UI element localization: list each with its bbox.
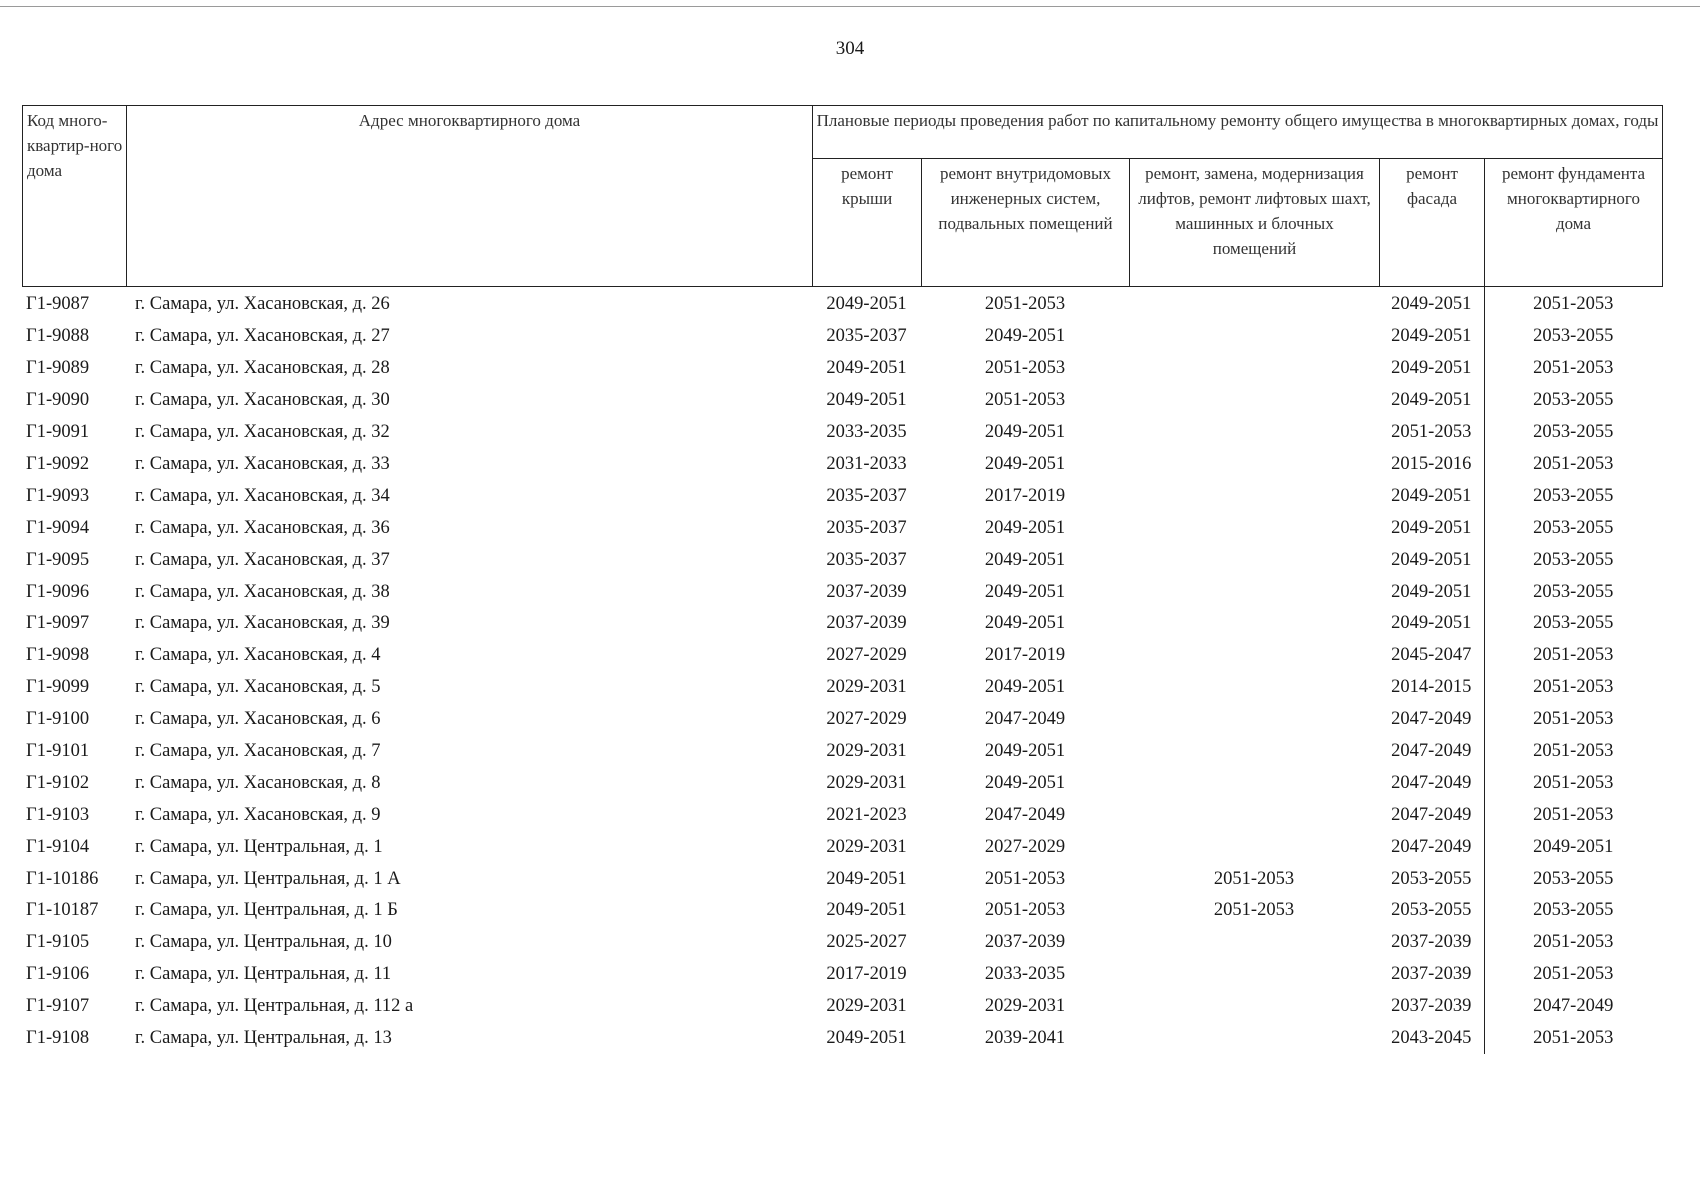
row-engineering-period: 2039-2041 (984, 1028, 1066, 1049)
row-facade-period: 2053-2055 (1391, 868, 1472, 889)
row-elevator-period (1129, 927, 1379, 959)
row-foundation-period: 2047-2049 (1484, 991, 1662, 1023)
row-roof-period: 2031-2033 (826, 454, 907, 474)
table-row (22, 608, 1662, 640)
table-row (22, 736, 1662, 768)
row-facade-period: 2049-2051 (1391, 485, 1472, 506)
row-address: г. Самара, ул. Центральная, д. 13 (135, 1028, 392, 1049)
table-row (22, 321, 1662, 353)
header-facade: ремонт фасада (1380, 158, 1485, 286)
row-address: г. Самара, ул. Хасановская, д. 30 (135, 390, 390, 411)
table-row (22, 385, 1662, 417)
row-engineering-period: 2051-2053 (984, 900, 1066, 921)
row-address: г. Самара, ул. Центральная, д. 10 (135, 932, 392, 953)
row-facade-period: 2037-2039 (1391, 932, 1472, 953)
row-engineering-period: 2049-2051 (984, 677, 1066, 698)
row-roof-period: 2029-2031 (826, 677, 907, 698)
table-row (22, 863, 1662, 895)
row-foundation-period: 2051-2053 (1484, 799, 1662, 831)
row-address: г. Самара, ул. Хасановская, д. 9 (135, 804, 381, 825)
row-code: Г1-9099 (26, 677, 90, 698)
row-elevator-period (1129, 704, 1379, 736)
row-foundation-period: 2053-2055 (1484, 576, 1662, 608)
row-foundation-period: 2051-2053 (1484, 959, 1662, 991)
row-engineering-period: 2049-2051 (984, 613, 1066, 634)
header-address: Адрес многоквартирного дома (127, 106, 813, 287)
row-elevator-period (1129, 449, 1379, 481)
row-elevator-period (1129, 959, 1379, 991)
row-roof-period: 2049-2051 (826, 868, 907, 889)
table-row (22, 480, 1662, 512)
row-code: Г1-9090 (26, 390, 90, 411)
row-engineering-period: 2051-2053 (984, 868, 1066, 889)
row-address: г. Самара, ул. Хасановская, д. 34 (135, 485, 390, 506)
row-code: Г1-9098 (26, 645, 90, 666)
row-facade-period: 2037-2039 (1391, 964, 1472, 985)
row-foundation-period: 2051-2053 (1484, 1023, 1662, 1055)
header-engineering: ремонт внутридомовых инженерных систем, подвальных помещений (922, 158, 1130, 286)
table-row (22, 927, 1662, 959)
row-code: Г1-9102 (26, 772, 90, 793)
row-elevator-period (1129, 480, 1379, 512)
row-elevator-period (1129, 321, 1379, 353)
row-roof-period: 2017-2019 (826, 964, 907, 985)
row-address: г. Самара, ул. Хасановская, д. 5 (135, 677, 381, 698)
row-address: г. Самара, ул. Хасановская, д. 8 (135, 772, 381, 793)
row-engineering-period: 2049-2051 (984, 741, 1066, 762)
row-code: Г1-9087 (26, 293, 90, 314)
row-code: Г1-9103 (26, 804, 90, 825)
row-foundation-period: 2053-2055 (1484, 321, 1662, 353)
row-facade-period: 2051-2053 (1391, 422, 1472, 443)
row-elevator-period: 2051-2053 (1213, 900, 1295, 921)
table-row (22, 959, 1662, 991)
row-elevator-period (1129, 385, 1379, 417)
row-foundation-period: 2051-2053 (1484, 736, 1662, 768)
row-elevator-period (1129, 799, 1379, 831)
table-row (22, 287, 1662, 321)
row-elevator-period (1129, 672, 1379, 704)
row-elevator-period (1129, 991, 1379, 1023)
header-roof: ремонт крыши (813, 158, 922, 286)
row-address: г. Самара, ул. Хасановская, д. 26 (135, 293, 390, 314)
row-roof-period: 2027-2029 (826, 709, 907, 730)
row-code: Г1-9101 (26, 741, 90, 762)
row-foundation-period: 2051-2053 (1484, 927, 1662, 959)
table-row (22, 799, 1662, 831)
row-foundation-period: 2051-2053 (1484, 767, 1662, 799)
row-address: г. Самара, ул. Хасановская, д. 28 (135, 358, 390, 379)
table-row (22, 991, 1662, 1023)
row-address: г. Самара, ул. Хасановская, д. 6 (135, 709, 381, 730)
row-foundation-period: 2053-2055 (1484, 480, 1662, 512)
table-row (22, 831, 1662, 863)
table-row (22, 544, 1662, 576)
row-elevator-period (1129, 640, 1379, 672)
row-foundation-period: 2051-2053 (1484, 287, 1662, 321)
scan-edge-line (0, 6, 1700, 7)
row-engineering-period: 2049-2051 (984, 517, 1066, 538)
row-roof-period: 2035-2037 (826, 485, 907, 506)
table-row (22, 672, 1662, 704)
row-facade-period: 2047-2049 (1391, 741, 1472, 762)
row-address: г. Самара, ул. Центральная, д. 1 (135, 836, 383, 857)
row-elevator-period (1129, 576, 1379, 608)
row-facade-period: 2047-2049 (1391, 804, 1472, 825)
row-code: Г1-9097 (26, 613, 90, 634)
row-engineering-period: 2051-2053 (984, 293, 1066, 314)
row-foundation-period: 2053-2055 (1484, 512, 1662, 544)
row-code: Г1-9089 (26, 358, 90, 379)
row-facade-period: 2047-2049 (1391, 836, 1472, 857)
row-engineering-period: 2051-2053 (984, 390, 1066, 411)
row-roof-period: 2029-2031 (826, 772, 907, 793)
row-address: г. Самара, ул. Центральная, д. 11 (135, 964, 392, 985)
table-row (22, 1023, 1662, 1055)
row-facade-period: 2045-2047 (1391, 645, 1472, 666)
row-engineering-period: 2049-2051 (984, 454, 1066, 474)
row-facade-period: 2015-2016 (1391, 454, 1472, 474)
row-elevator-period (1129, 831, 1379, 863)
row-facade-period: 2049-2051 (1391, 613, 1472, 634)
row-engineering-period: 2017-2019 (984, 645, 1066, 666)
row-facade-period: 2049-2051 (1391, 293, 1472, 314)
table-row (22, 576, 1662, 608)
row-code: Г1-10186 (26, 868, 99, 889)
row-code: Г1-9094 (26, 517, 90, 538)
row-elevator-period: 2051-2053 (1213, 868, 1295, 889)
row-foundation-period: 2051-2053 (1484, 672, 1662, 704)
row-engineering-period: 2049-2051 (984, 581, 1066, 602)
row-engineering-period: 2027-2029 (984, 836, 1066, 857)
row-facade-period: 2037-2039 (1391, 996, 1472, 1017)
table-row (22, 353, 1662, 385)
row-roof-period: 2037-2039 (826, 613, 907, 634)
row-foundation-period: 2051-2053 (1484, 449, 1662, 481)
row-code: Г1-9092 (26, 454, 90, 474)
header-foundation: ремонт фундамента многоквартирного дома (1485, 158, 1663, 286)
row-engineering-period: 2049-2051 (984, 422, 1066, 443)
row-facade-period: 2049-2051 (1391, 390, 1472, 411)
row-foundation-period: 2053-2055 (1484, 544, 1662, 576)
row-roof-period: 2029-2031 (826, 996, 907, 1017)
row-elevator-period (1129, 512, 1379, 544)
row-roof-period: 2027-2029 (826, 645, 907, 666)
table-row (22, 704, 1662, 736)
row-roof-period: 2049-2051 (826, 1028, 907, 1049)
row-engineering-period: 2051-2053 (984, 358, 1066, 379)
row-facade-period: 2049-2051 (1391, 326, 1472, 347)
row-roof-period: 2037-2039 (826, 581, 907, 602)
row-address: г. Самара, ул. Хасановская, д. 38 (135, 581, 390, 602)
row-roof-period: 2029-2031 (826, 836, 907, 857)
row-elevator-period (1129, 353, 1379, 385)
row-engineering-period: 2049-2051 (984, 772, 1066, 793)
row-foundation-period: 2053-2055 (1484, 608, 1662, 640)
row-address: г. Самара, ул. Хасановская, д. 7 (135, 741, 381, 762)
row-roof-period: 2035-2037 (826, 326, 907, 347)
row-engineering-period: 2037-2039 (984, 932, 1066, 953)
row-foundation-period: 2051-2053 (1484, 353, 1662, 385)
row-engineering-period: 2017-2019 (984, 485, 1066, 506)
row-address: г. Самара, ул. Хасановская, д. 27 (135, 326, 390, 347)
row-roof-period: 2035-2037 (826, 549, 907, 570)
row-engineering-period: 2047-2049 (984, 804, 1066, 825)
row-roof-period: 2049-2051 (826, 900, 907, 921)
row-foundation-period: 2053-2055 (1484, 385, 1662, 417)
row-roof-period: 2025-2027 (826, 932, 907, 953)
row-foundation-period: 2053-2055 (1484, 895, 1662, 927)
row-facade-period: 2049-2051 (1391, 517, 1472, 538)
row-facade-period: 2049-2051 (1391, 549, 1472, 570)
row-engineering-period: 2029-2031 (984, 996, 1066, 1017)
row-code: Г1-9091 (26, 422, 90, 443)
row-foundation-period: 2051-2053 (1484, 640, 1662, 672)
row-facade-period: 2047-2049 (1391, 772, 1472, 793)
row-code: Г1-9088 (26, 326, 90, 347)
row-facade-period: 2049-2051 (1391, 358, 1472, 379)
page-number: 304 (835, 38, 865, 59)
row-code: Г1-9104 (26, 836, 90, 857)
row-address: г. Самара, ул. Центральная, д. 112 а (135, 996, 414, 1017)
row-code: Г1-9106 (26, 964, 90, 985)
row-roof-period: 2049-2051 (826, 293, 907, 314)
row-address: г. Самара, ул. Хасановская, д. 33 (135, 454, 390, 474)
row-facade-period: 2014-2015 (1391, 677, 1472, 698)
row-code: Г1-9107 (26, 996, 90, 1017)
row-elevator-period (1129, 1023, 1379, 1055)
row-code: Г1-9095 (26, 549, 90, 570)
row-facade-period: 2049-2051 (1391, 581, 1472, 602)
row-foundation-period: 2053-2055 (1484, 863, 1662, 895)
row-code: Г1-9093 (26, 485, 90, 506)
table-row (22, 640, 1662, 672)
row-elevator-period (1129, 544, 1379, 576)
row-roof-period: 2021-2023 (826, 804, 907, 825)
table-row (22, 895, 1662, 927)
row-address: г. Самара, ул. Хасановская, д. 4 (135, 645, 381, 666)
row-elevator-period (1129, 417, 1379, 449)
header-code: Код много-квартир-ного дома (23, 106, 127, 287)
header-elevators: ремонт, замена, модернизация лифтов, ремонт лифтовых шахт, машинных и блочных помещений (1130, 158, 1380, 286)
row-foundation-period: 2051-2053 (1484, 704, 1662, 736)
row-code: Г1-10187 (26, 900, 99, 921)
row-code: Г1-9096 (26, 581, 90, 602)
row-roof-period: 2029-2031 (826, 741, 907, 762)
row-elevator-period (1129, 608, 1379, 640)
header-periods: Плановые периоды проведения работ по капитальному ремонту общего имущества в многоквартирных домах, годы (813, 106, 1663, 159)
row-roof-period: 2049-2051 (826, 358, 907, 379)
row-code: Г1-9100 (26, 709, 90, 730)
row-address: г. Самара, ул. Хасановская, д. 39 (135, 613, 390, 634)
row-address: г. Самара, ул. Центральная, д. 1 А (135, 868, 401, 889)
row-roof-period: 2033-2035 (826, 422, 907, 443)
row-address: г. Самара, ул. Центральная, д. 1 Б (135, 900, 398, 921)
row-elevator-period (1129, 767, 1379, 799)
row-foundation-period: 2053-2055 (1484, 417, 1662, 449)
row-engineering-period: 2033-2035 (984, 964, 1066, 985)
row-facade-period: 2047-2049 (1391, 709, 1472, 730)
table-row (22, 417, 1662, 449)
row-address: г. Самара, ул. Хасановская, д. 36 (135, 517, 390, 538)
row-roof-period: 2035-2037 (826, 517, 907, 538)
row-facade-period: 2043-2045 (1391, 1028, 1472, 1049)
row-roof-period: 2049-2051 (826, 390, 907, 411)
row-engineering-period: 2049-2051 (984, 326, 1066, 347)
row-code: Г1-9105 (26, 932, 90, 953)
row-address: г. Самара, ул. Хасановская, д. 32 (135, 422, 390, 443)
row-foundation-period: 2049-2051 (1484, 831, 1662, 863)
table-row (22, 767, 1662, 799)
table-body (22, 287, 1662, 1054)
row-engineering-period: 2047-2049 (984, 709, 1066, 730)
row-elevator-period (1129, 287, 1379, 321)
row-elevator-period (1129, 736, 1379, 768)
row-code: Г1-9108 (26, 1028, 90, 1049)
row-facade-period: 2053-2055 (1391, 900, 1472, 921)
table-row (22, 512, 1662, 544)
table-header (22, 105, 1663, 287)
row-address: г. Самара, ул. Хасановская, д. 37 (135, 549, 390, 570)
row-engineering-period: 2049-2051 (984, 549, 1066, 570)
table-row (22, 449, 1662, 481)
